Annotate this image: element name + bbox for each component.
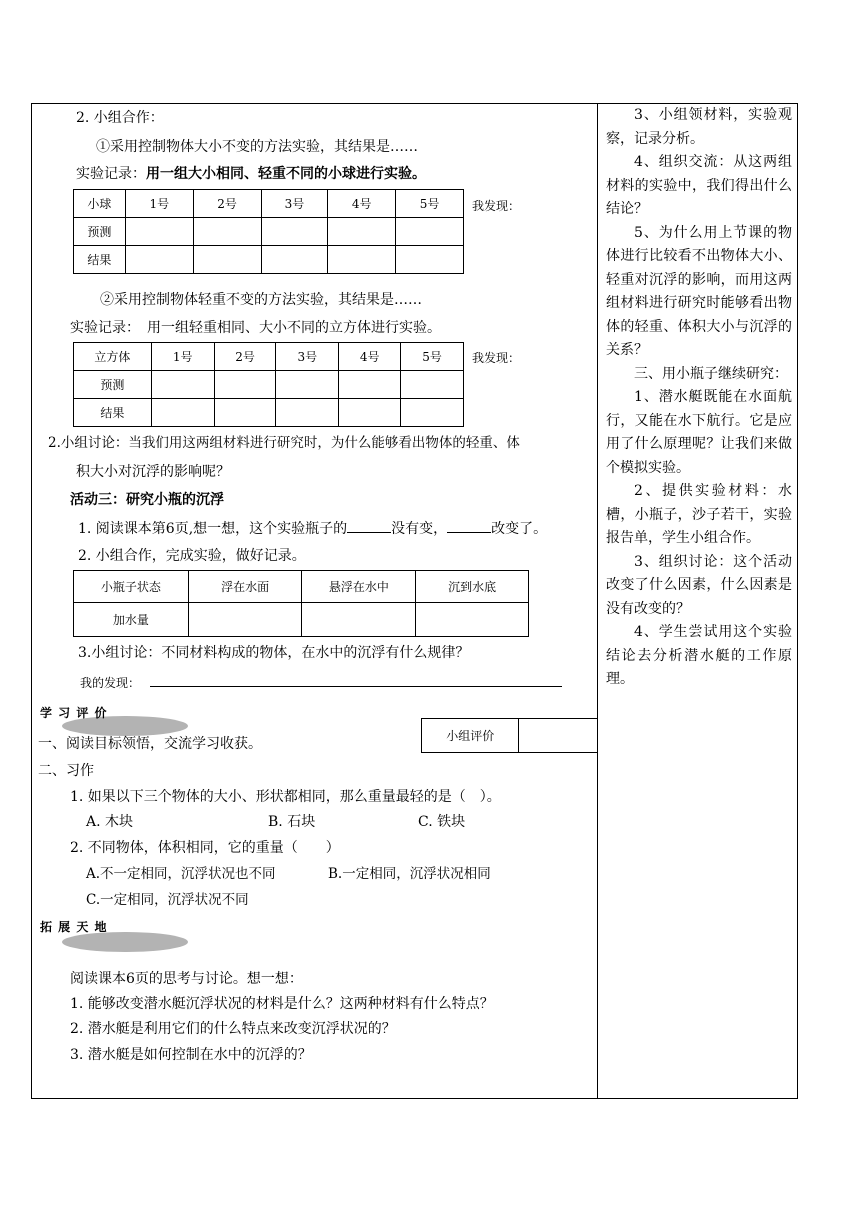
bottle-table-header: 浮在水面 bbox=[188, 571, 302, 603]
exercise-q1-b: B. 石块 bbox=[268, 814, 316, 830]
cube-cell[interactable] bbox=[276, 399, 339, 427]
cube-table-header: 3号 bbox=[276, 343, 339, 371]
finding-label: 我的发现： bbox=[80, 676, 141, 690]
record-one-label: 实验记录： bbox=[76, 166, 146, 182]
ball-table bbox=[73, 189, 464, 274]
bottle-cell[interactable] bbox=[188, 603, 302, 637]
group-eval-label: 小组评价 bbox=[422, 719, 519, 753]
ball-cell[interactable] bbox=[328, 218, 396, 246]
bottle-table bbox=[73, 570, 529, 637]
ball-cell[interactable] bbox=[261, 218, 328, 246]
blank-field-changed[interactable] bbox=[447, 518, 491, 533]
cube-table-header: 1号 bbox=[151, 343, 214, 371]
ball-table-header: 3号 bbox=[261, 190, 328, 218]
extension-q2: 2. 潜水艇是利用它们的什么特点来改变沉浮状况的？ bbox=[70, 1021, 396, 1037]
exercise-q2-a: A.不一定相同，沉浮状况也不同 bbox=[86, 866, 276, 882]
discussion-two-line2: 积大小对沉浮的影响呢？ bbox=[76, 464, 230, 480]
column-divider bbox=[597, 103, 598, 1099]
note-paragraph: 4、学生尝试用这个实验结论去分析潜水艇的工作原理。 bbox=[606, 624, 792, 687]
extension-title: 拓 展 天 地 bbox=[40, 920, 108, 934]
finding-answer-line[interactable] bbox=[150, 686, 562, 687]
ball-cell[interactable] bbox=[193, 218, 261, 246]
item1-text-b: 没有变， bbox=[391, 521, 448, 537]
cube-table-header: 5号 bbox=[401, 343, 464, 371]
cube-cell[interactable] bbox=[214, 371, 276, 399]
cube-cell[interactable] bbox=[339, 399, 401, 427]
cube-table-header: 立方体 bbox=[74, 343, 152, 371]
discussion-two-line1: 2.小组讨论：当我们用这两组材料进行研究时，为什么能够看出物体的轻重、体 bbox=[48, 435, 520, 451]
ball-cell[interactable] bbox=[125, 246, 193, 274]
ball-finding-label: 我发现： bbox=[472, 199, 521, 213]
cube-cell[interactable] bbox=[401, 399, 464, 427]
cube-cell[interactable] bbox=[151, 399, 214, 427]
exercise-q1-c: C. 铁块 bbox=[418, 814, 466, 830]
cube-cell[interactable] bbox=[339, 371, 401, 399]
extension-intro: 阅读课本6页的思考与讨论。想一想： bbox=[70, 971, 303, 987]
record-one bbox=[76, 164, 426, 184]
group-eval-cell[interactable] bbox=[519, 719, 598, 753]
cube-finding-label: 我发现： bbox=[472, 351, 521, 365]
cube-cell[interactable] bbox=[151, 371, 214, 399]
bottle-table-header: 悬浮在水中 bbox=[302, 571, 416, 603]
note-paragraph: 5、为什么用上节课的物体进行比较看不出物体大小、轻重对沉浮的影响，而用这两组材料进行研究时能够看出物体的轻重、体积大小与沉浮的关系？ bbox=[606, 224, 792, 358]
exercise-q1: 1. 如果以下三个物体的大小、形状都相同，那么重量最轻的是（ ）。 bbox=[70, 789, 501, 805]
method-one: ①采用控制物体大小不变的方法实验，其结果是…… bbox=[96, 139, 418, 155]
record-one-text: 用一组大小相同、轻重不同的小球进行实验。 bbox=[146, 166, 426, 182]
group-eval-table bbox=[421, 718, 598, 753]
bottle-cell[interactable] bbox=[302, 603, 416, 637]
ball-cell[interactable] bbox=[125, 218, 193, 246]
cube-table-row-label: 结果 bbox=[74, 399, 152, 427]
exercise-q1-a: A. 木块 bbox=[86, 814, 134, 830]
record-two: 实验记录： 用一组轻重相同、大小不同的立方体进行实验。 bbox=[70, 320, 441, 336]
evaluation-title: 学 习 评 价 bbox=[40, 706, 108, 720]
note-paragraph: 三、用小瓶子继续研究： bbox=[634, 365, 788, 382]
note-paragraph: 1、潜水艇既能在水面航行，又能在水下航行。它是应用了什么原理呢？让我们来做个模拟实验。 bbox=[606, 389, 792, 476]
ball-table-header: 2号 bbox=[193, 190, 261, 218]
ball-table-row-label: 结果 bbox=[74, 246, 126, 274]
bottle-table-header: 小瓶子状态 bbox=[74, 571, 189, 603]
evaluation-item2: 二、习作 bbox=[38, 763, 94, 779]
evaluation-item1: 一、阅读目标领悟，交流学习收获。 bbox=[38, 736, 262, 752]
note-paragraph: 3、小组领材料，实验观察，记录分析。 bbox=[606, 107, 792, 147]
coop-heading: 2. 小组合作： bbox=[76, 110, 164, 126]
activity-three-title: 活动三：研究小瓶的沉浮 bbox=[70, 492, 224, 508]
activity-three-item1 bbox=[78, 518, 547, 539]
cube-cell[interactable] bbox=[214, 399, 276, 427]
item1-text-c: 改变了。 bbox=[491, 521, 548, 537]
cube-table-header: 2号 bbox=[214, 343, 276, 371]
cube-cell[interactable] bbox=[401, 371, 464, 399]
cube-table-header: 4号 bbox=[339, 343, 401, 371]
ball-cell[interactable] bbox=[396, 218, 464, 246]
teacher-notes bbox=[606, 104, 792, 692]
activity-three-item2: 2. 小组合作，完成实验，做好记录。 bbox=[78, 548, 306, 564]
note-paragraph: 4、组织交流：从这两组材料的实验中，我们得出什么结论？ bbox=[606, 154, 792, 217]
ball-cell[interactable] bbox=[396, 246, 464, 274]
cube-table bbox=[73, 342, 464, 427]
bottle-table-row-label: 加水量 bbox=[74, 603, 189, 637]
ball-table-header: 5号 bbox=[396, 190, 464, 218]
item1-text-a: 1. 阅读课本第6页,想一想，这个实验瓶子的 bbox=[78, 521, 348, 537]
ball-table-row-label: 预测 bbox=[74, 218, 126, 246]
extension-q1: 1. 能够改变潜水艇沉浮状况的材料是什么？这两种材料有什么特点？ bbox=[70, 996, 494, 1012]
ball-table-header: 4号 bbox=[328, 190, 396, 218]
activity-three-item3: 3.小组讨论：不同材料构成的物体，在水中的沉浮有什么规律？ bbox=[78, 645, 470, 661]
ball-cell[interactable] bbox=[193, 246, 261, 274]
extension-q3: 3. 潜水艇是如何控制在水中的沉浮的？ bbox=[70, 1047, 312, 1063]
blank-field-unchanged[interactable] bbox=[347, 518, 391, 533]
bottle-cell[interactable] bbox=[416, 603, 529, 637]
note-paragraph: 2、提供实验材料：水槽，小瓶子，沙子若干，实验报告单，学生小组合作。 bbox=[606, 483, 792, 546]
note-paragraph: 3、组织讨论：这个活动改变了什么因素，什么因素是没有改变的？ bbox=[606, 553, 792, 617]
exercise-q2: 2. 不同物体，体积相同，它的重量（ ） bbox=[70, 840, 340, 856]
bottle-table-header: 沉到水底 bbox=[416, 571, 529, 603]
ball-cell[interactable] bbox=[261, 246, 328, 274]
exercise-q2-b: B.一定相同，沉浮状况相同 bbox=[328, 866, 491, 882]
method-two: ②采用控制物体轻重不变的方法实验，其结果是…… bbox=[100, 292, 422, 308]
ball-table-header: 1号 bbox=[125, 190, 193, 218]
cube-table-row-label: 预测 bbox=[74, 371, 152, 399]
exercise-q2-c: C.一定相同，沉浮状况不同 bbox=[86, 892, 249, 908]
ball-table-header: 小球 bbox=[74, 190, 126, 218]
cube-cell[interactable] bbox=[276, 371, 339, 399]
ball-cell[interactable] bbox=[328, 246, 396, 274]
